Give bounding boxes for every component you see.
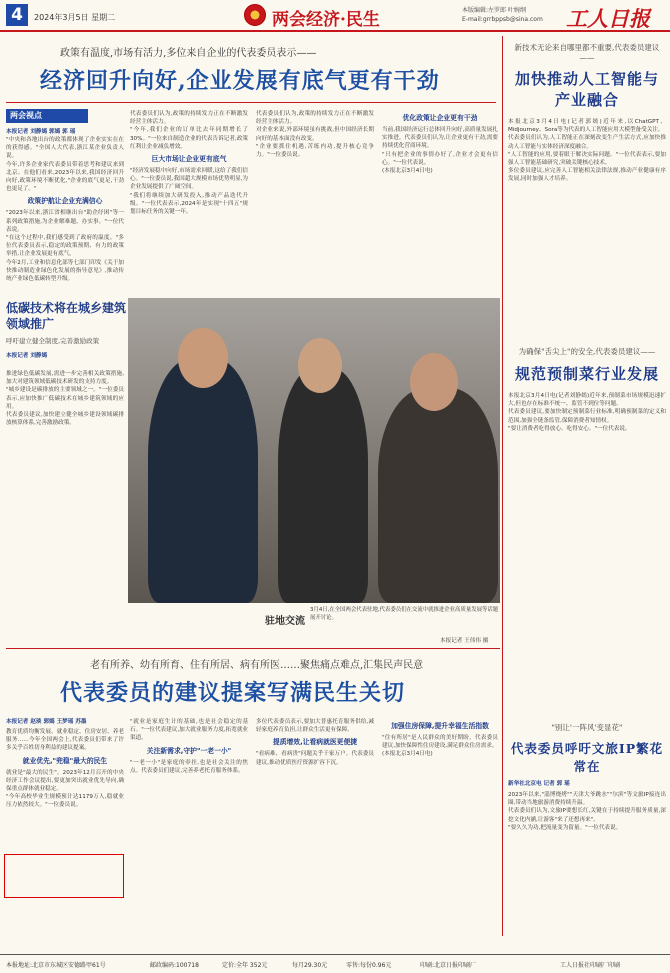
right-article-tourism [508, 722, 666, 961]
footer-printing: 工人日报社印刷厂印刷 [560, 962, 621, 969]
footer-price-year: 定价:全年 352元 [222, 962, 268, 969]
bottom-kicker: 老有所养、幼有所育、住有所居、病有所医……聚焦痛点难点,汇集民声民意 [90, 660, 424, 671]
side-deck: 呼吁建立健全制度,完善激励政策 [6, 337, 100, 345]
lead-column-2 [130, 110, 248, 294]
lead-column-1 [6, 136, 124, 294]
bottom-column-4 [382, 718, 498, 950]
lead-headline[interactable]: 经济回升向好,企业发展有底气更有干劲 [40, 68, 440, 94]
editor-names: 本版编辑:左罗郎 叶婉纲 [462, 7, 526, 14]
photo-person [278, 368, 368, 603]
paragraph: 多位委员建议,应完善人工智能相关法律法规,推动产业健康有序发展,同时加强人才培养。 [508, 168, 666, 183]
paragraph: "一老一小"是家庭的牵挂,也是社会关注的焦点。代表委员们建议,完善养老托育服务体系。 [130, 759, 248, 774]
photo-face [410, 353, 458, 411]
footer-price-retail: 零售:每份0.96元 [346, 962, 392, 969]
paragraph: 2023年以来,"淄博烧烤""天津大爷跳水""尔滨"等文旅IP接连出圈,带动当地旅游消费持续升温。 [508, 792, 666, 807]
paragraph: 对企业来说,外部环境虽有挑战,但中国经济长期向好的基本面没有改变。 [256, 127, 374, 142]
section-title: 两会经济·民生 [272, 10, 380, 30]
tourism-kicker: "别让'一阵风'变显花" [551, 723, 623, 732]
bottom-column-1 [6, 728, 124, 950]
footer-address: 本报地址:北京市东城区安德路甲61号 [6, 962, 106, 969]
paragraph: (本报北京3月4日电) [382, 168, 433, 175]
subheading: 政策护航让企业充满信心 [27, 197, 103, 206]
ai-body [508, 118, 666, 338]
side-article [6, 300, 126, 359]
highlight-box [4, 854, 124, 898]
side-body [6, 370, 124, 642]
paragraph: 多位代表委员表示,要加大普惠托育服务供给,减轻家庭养育负担,让群众生活更有保障。 [256, 719, 374, 734]
side-headline[interactable]: 低碳技术将在城乡建筑领域推广 [6, 301, 127, 331]
paper-logo: 工人日报 [566, 6, 650, 31]
footer-postcode: 邮政编码:100718 [150, 962, 199, 969]
photo-person [148, 358, 258, 603]
right-article-ai [508, 42, 666, 338]
paragraph: 代表委员们认为,政策的持续发力正在不断激发经营主体活力。 [130, 111, 248, 126]
food-body [508, 392, 666, 692]
paragraph: "经济发展稳中向好,市场需求回暖,这给了我们信心。"一位委员说,我国超大规模市场优势明显,为企业发展提供了广阔空间。 [130, 168, 248, 191]
footer-printer: 印刷:北京日报印刷厂 [420, 962, 477, 969]
paragraph: 代表委员建议,加快建立健全城乡建设领域碳排放核算体系,完善激励政策。 [6, 412, 124, 427]
paragraph: "要久久为功,把流量变为留量。"一位代表说。 [508, 824, 622, 831]
tourism-body [508, 791, 666, 961]
editor-info [462, 6, 552, 24]
paragraph: 当前,我国经济运行总体回升向好,高质量发展扎实推进。代表委员们认为,让企业更有干劲,需要持续优化营商环境。 [382, 127, 498, 150]
lead-kicker: 政策有温度,市场有活力,多位来自企业的代表委员表示—— [60, 48, 317, 59]
paragraph: "要让消费者吃得放心、吃得安心。"一位代表说。 [508, 425, 631, 432]
paragraph: "中央和各地出台的政策都体现了企业实实在在的获得感。"全国人大代表,浙江某企业负责人说。 [6, 137, 124, 160]
paragraph: "2023年以来,浙江省相继出台"助企纾困"等一系列政策措施,为企业解难题、办实事。"一位代表说。 [6, 210, 124, 233]
paragraph: 本报北京3月4日电(记者郭嫣)近年来,以ChatGPT、Midjourney、Sora等为代表的人工智能应用大模型备受关注。 [508, 119, 666, 134]
news-photo[interactable] [128, 298, 500, 603]
subheading: 提质增效,让看病就医更便捷 [272, 738, 358, 747]
paragraph: "只有把企业的事情办好了,企业才会更有信心。"一位代表说。 [382, 151, 498, 166]
paragraph: "住有所居"是人民群众的美好期盼。代表委员建议,加快保障性住房建设,满足群众住房需求。 [382, 735, 498, 750]
lead-column-4 [382, 110, 498, 294]
paragraph: "就业是家庭生计的基础,也是社会稳定的基石。"一位代表建议,加大就业服务力度,拓宽就业渠道。 [130, 719, 248, 742]
bottom-headline[interactable]: 代表委员的建议提案写满民生关切 [60, 680, 406, 706]
paragraph: "今年,我们企业的订单比去年同期增长了30%。"一位来自制造企业的代表告诉记者,政策红利让企业减负增效。 [130, 127, 248, 150]
footer-price-month: 每月29.30元 [292, 962, 328, 969]
subheading: 就业优先,"兜稳"最大的民生 [22, 756, 108, 765]
subheading: 优化政策让企业更有干劲 [402, 114, 478, 122]
paragraph: 今年2月,工业和信息化部等七部门印发《关于加快推动制造业绿色化发展的指导意见》,推动传统产业绿色低碳转型升级。 [6, 259, 124, 283]
photo-person [378, 388, 498, 603]
subheading: 关注新需求,守护"一老一小" [146, 746, 232, 755]
divider [6, 102, 496, 103]
photo-face [298, 338, 342, 393]
photo-caption: 3月4日,在全国两会代表驻地,代表委员们在交流中就推进企业高质量发展等话题展开讨论。 [310, 607, 499, 621]
paragraph: "企业要抓住机遇,苦练内功,提升核心竞争力。"一位委员说。 [256, 143, 374, 159]
photo-face [178, 328, 228, 388]
paragraph: "看病难、看病贵"问题关乎千家万户。代表委员建议,推动优质医疗资源扩容下沉。 [256, 751, 374, 766]
side-byline: 本报记者 刘静嫣 [6, 353, 48, 359]
ai-kicker: 新技术无论来自哪里都不重要,代表委员建议—— [514, 43, 660, 62]
paragraph: (本报北京3月4日电) [382, 751, 433, 758]
photo-credit: 本报记者 王伟伟 摄 [440, 638, 489, 644]
food-kicker: 为确保"舌尖上"的安全,代表委员建议—— [518, 347, 656, 356]
page-number: 4 [6, 4, 28, 26]
bottom-byline: 本报记者 赵琰 郭嫣 王梦瑶 苏墨 [6, 719, 87, 725]
editor-email[interactable]: E-mail:grrbppsb@sina.com [462, 16, 543, 23]
tourism-headline[interactable]: 代表委员呼吁文旅IP繁花常在 [510, 741, 664, 774]
national-emblem-icon [244, 4, 266, 26]
food-headline[interactable]: 规范预制菜行业发展 [514, 365, 659, 383]
bottom-column-3 [256, 718, 374, 950]
lead-byline: 本报记者 刘静嫣 郭嫣 郭 瑶 [6, 129, 76, 135]
bottom-column-2 [130, 718, 248, 950]
paragraph: 就业是"最大的民生"。2023年12月召开的中央经济工作会议提出,要更加突出就业优先导向,确保重点群体就业稳定。 [6, 769, 124, 793]
divider [6, 648, 500, 649]
paragraph: 代表委员建议,要加快制定预制菜行业标准,明确预制菜的定义和范围,加强全链条监管,保障消费者知情权。 [508, 409, 666, 424]
paragraph: 代表委员们认为,政策的持续发力正在不断激发经营主体活力。 [256, 111, 374, 126]
lead-column-3 [256, 110, 374, 294]
photo-title: 驻地交流 [265, 616, 305, 627]
footer [0, 954, 670, 973]
tourism-byline: 新华社北京电 记者 郭 瑶 [508, 781, 570, 787]
subheading: 加强住房保障,提升幸福生活指数 [391, 722, 489, 730]
paragraph: "城乡建设是碳排放的主要领域之一。"一位委员表示,应加快推广低碳技术在城乡建筑领域的应用。 [6, 387, 124, 410]
issue-date: 2024年3月5日 星期二 [34, 13, 116, 22]
paragraph: 本报北京3月4日电(记者刘静嫣)近年来,预制菜市场规模迅速扩大,但也存在标准不统一、监管不到位等问题。 [508, 393, 666, 408]
paragraph: 教育优质均衡发展、就业稳定、住房安居、养老服务……今年全国两会上,代表委员们带来了许多关乎百姓切身利益的建议提案。 [6, 729, 124, 752]
paragraph: 代表委员们认为,人工智能正在深刻改变生产生活方式,应加快推动人工智能与实体经济深度融合。 [508, 135, 666, 150]
ai-headline[interactable]: 加快推动人工智能与产业融合 [514, 70, 659, 109]
paragraph: 推进绿色低碳发展,需进一步完善相关政策措施,加大对建筑领域低碳技术研发的支持力度。 [6, 371, 124, 386]
paragraph: 今年,许多企业家代表委员带着思考和建议来到北京。在他们看来,2023年以来,我国经济回升向好,政策环境不断优化,"企业的底气更足,干劲也更足了。" [6, 161, 124, 193]
right-article-prepared-food [508, 346, 666, 692]
subheading: 巨大市场让企业更有底气 [151, 155, 227, 164]
paragraph: "我们将继续加大研发投入,推动产品迭代升级。"一位代表表示,2024年是实现"十四五"规划目标任务的关键一年。 [130, 192, 248, 216]
paragraph: "人工智能的应用,要着眼于解决实际问题。"一位代表表示,要加强人工智能基础研究,突破关键核心技术。 [508, 151, 666, 167]
paragraph: 代表委员们认为,文旅IP要想长红,关键在于持续提升服务质量,深挖文化内涵,让游客"来了还想再来"。 [508, 808, 666, 823]
column-divider [502, 36, 503, 936]
column-badge: 两会视点 [6, 109, 88, 123]
paragraph: "今年高校毕业生规模预计达1179万人,稳就业压力依然较大。"一位委员说。 [6, 794, 124, 809]
paragraph: "在这个过程中,我们感受到了政府的温度。"多位代表委员表示,稳定的政策预期、有力的政策举措,让企业发展更有底气。 [6, 235, 124, 258]
